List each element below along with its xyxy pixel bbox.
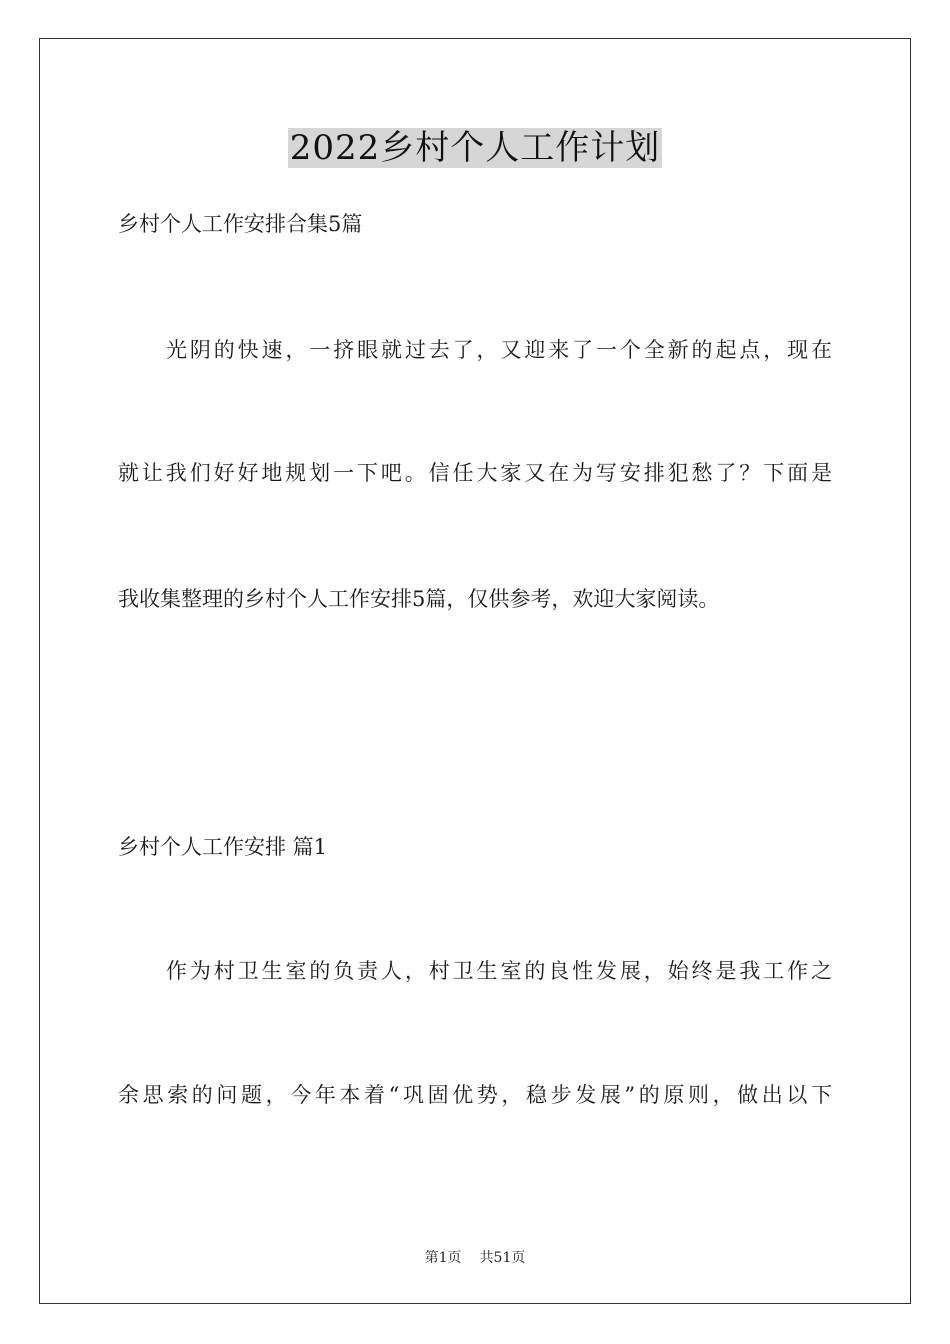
intro-line-2: 就让我们好好地规划一下吧。信任大家又在为写安排犯愁了？下面是 (118, 461, 832, 485)
section-line-1: 作为村卫生室的负责人，村卫生室的良性发展，始终是我工作之 (166, 959, 832, 983)
title-area (0, 128, 950, 168)
page-number: 第1页 (424, 1250, 462, 1266)
section-heading: 乡村个人工作安排 篇1 (118, 835, 328, 859)
document-title: 2022乡村个人工作计划 (289, 128, 661, 168)
page-footer (0, 1247, 950, 1267)
document-subtitle: 乡村个人工作安排合集5篇 (118, 212, 363, 236)
section-line-2: 余思索的问题，今年本着“巩固优势，稳步发展”的原则，做出以下 (118, 1083, 832, 1107)
intro-line-3: 我收集整理的乡村个人工作安排5篇，仅供参考，欢迎大家阅读。 (118, 587, 720, 611)
intro-line-1: 光阴的快速，一挤眼就过去了，又迎来了一个全新的起点，现在 (166, 338, 832, 362)
total-pages: 共51页 (479, 1250, 526, 1266)
